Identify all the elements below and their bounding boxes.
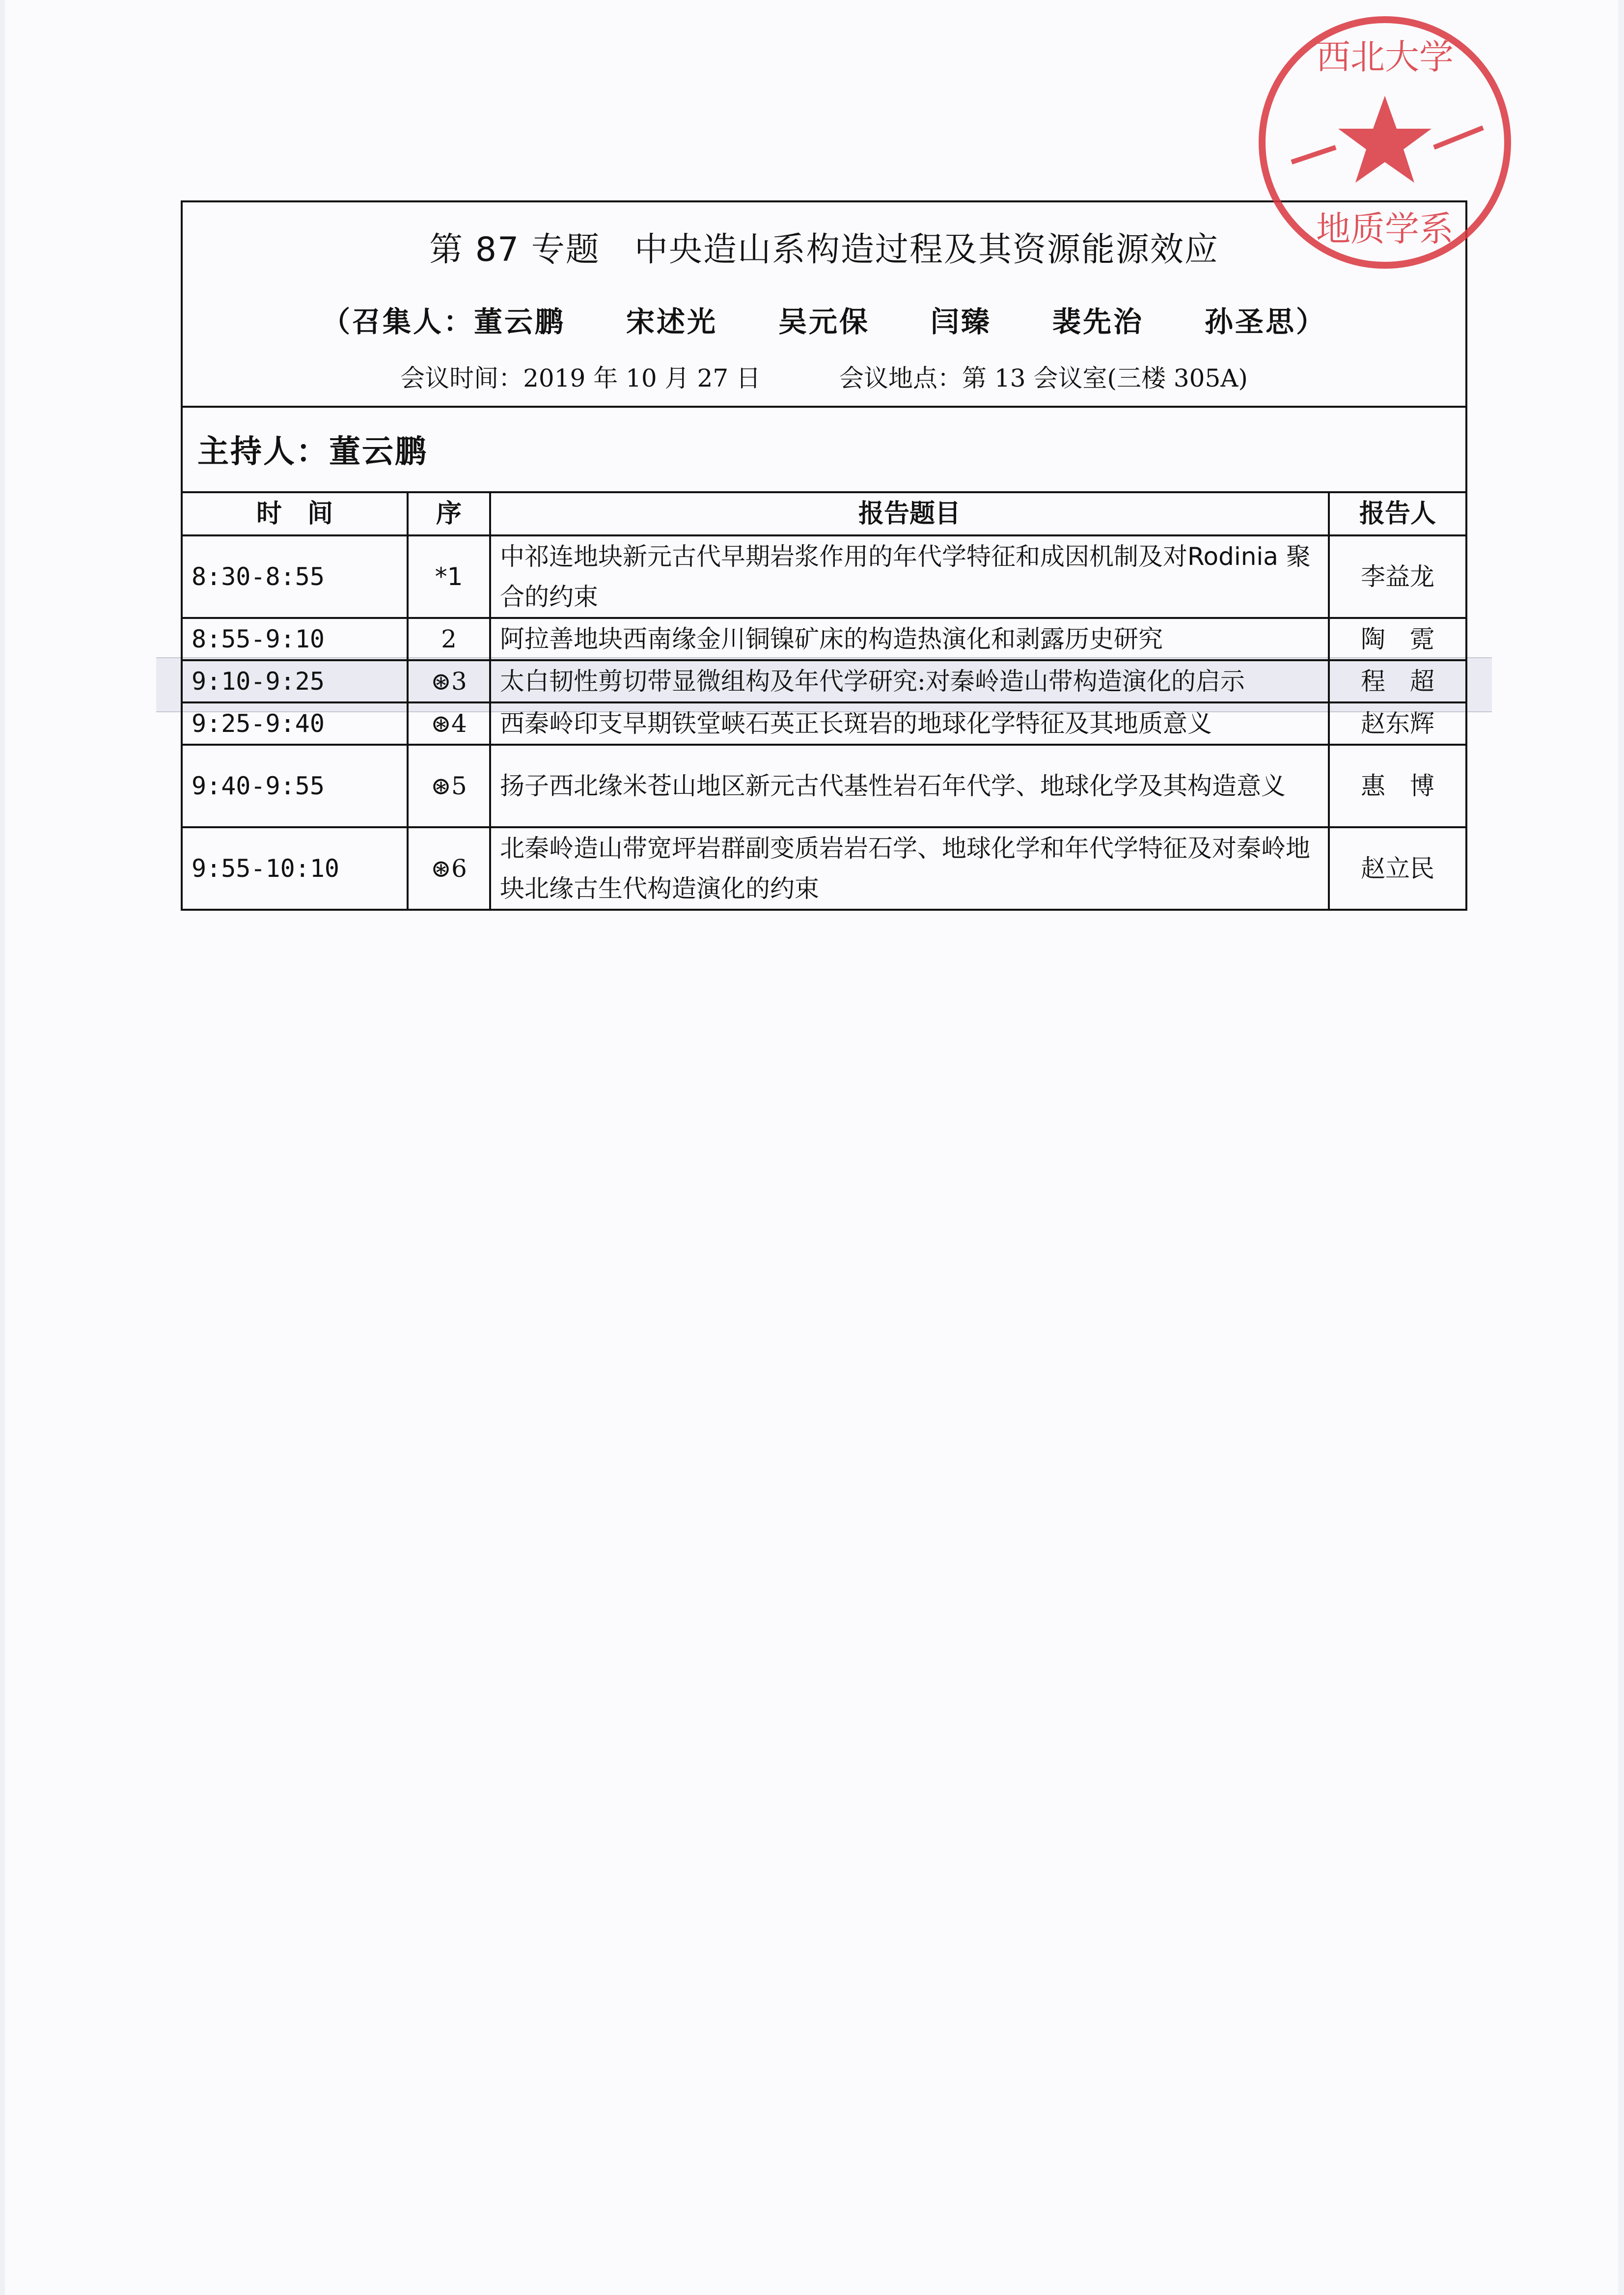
row-seq: ⊛3 bbox=[408, 660, 490, 702]
header-title: 报告题目 bbox=[490, 492, 1329, 535]
scan-edge-right bbox=[1618, 0, 1624, 2295]
seal-stroke-left bbox=[1292, 147, 1336, 162]
row-time: 9:25-9:40 bbox=[182, 702, 408, 745]
table-row bbox=[182, 618, 1466, 660]
row-time: 9:40-9:55 bbox=[182, 745, 408, 827]
host-section bbox=[181, 406, 1467, 493]
scan-edge-left bbox=[0, 0, 5, 2295]
meeting-venue: 会议地点：第 13 会议室(三楼 305A) bbox=[839, 364, 1248, 392]
row-time: 9:10-9:25 bbox=[182, 660, 408, 702]
seal-star-icon bbox=[1338, 96, 1431, 183]
row-speaker: 赵东辉 bbox=[1329, 702, 1466, 745]
table-row bbox=[182, 827, 1466, 910]
seal-text-top: 西北大学 bbox=[1316, 37, 1454, 77]
row-seq: ⊛4 bbox=[408, 702, 490, 745]
row-seq: ⊛6 bbox=[408, 827, 490, 910]
row-time: 9:55-10:10 bbox=[182, 827, 408, 910]
conveners-line: （召集人：董云鹏 宋述光 吴元保 闫臻 裴先治 孙圣思） bbox=[321, 305, 1326, 338]
header-seq: 序 bbox=[408, 492, 490, 535]
row-seq: ⊛5 bbox=[408, 745, 490, 827]
seal-text-bottom: 地质学系 bbox=[1316, 209, 1454, 249]
table-row bbox=[182, 702, 1466, 745]
row-time: 8:55-9:10 bbox=[182, 618, 408, 660]
table-row bbox=[182, 660, 1466, 702]
header-speaker: 报告人 bbox=[1329, 492, 1466, 535]
row-seq: *1 bbox=[408, 535, 490, 618]
host-label: 主持人：董云鹏 bbox=[197, 433, 428, 470]
row-speaker: 程 超 bbox=[1329, 660, 1466, 702]
row-speaker: 李益龙 bbox=[1329, 535, 1466, 618]
row-speaker: 赵立民 bbox=[1329, 827, 1466, 910]
row-seq: 2 bbox=[408, 618, 490, 660]
schedule-table bbox=[181, 491, 1467, 911]
row-title: 中祁连地块新元古代早期岩浆作用的年代学特征和成因机制及对Rodinia 聚合的约束 bbox=[490, 535, 1329, 618]
session-title: 第 87 专题 中央造山系构造过程及其资源能源效应 bbox=[429, 230, 1219, 269]
meeting-info bbox=[183, 359, 1465, 394]
row-title: 太白韧性剪切带显微组构及年代学研究:对秦岭造山带构造演化的启示 bbox=[490, 660, 1329, 702]
row-title: 北秦岭造山带宽坪岩群副变质岩岩石学、地球化学和年代学特征及对秦岭地块北缘古生代构造演化的约束 bbox=[490, 827, 1329, 910]
row-title: 西秦岭印支早期铁堂峡石英正长斑岩的地球化学特征及其地质意义 bbox=[490, 702, 1329, 745]
row-speaker: 陶 霓 bbox=[1329, 618, 1466, 660]
row-speaker: 惠 博 bbox=[1329, 745, 1466, 827]
row-title: 阿拉善地块西南缘金川铜镍矿床的构造热演化和剥露历史研究 bbox=[490, 618, 1329, 660]
seal-stroke-right bbox=[1434, 128, 1483, 147]
official-seal bbox=[1238, 0, 1542, 275]
meeting-time: 会议时间：2019 年 10 月 27 日 bbox=[400, 364, 761, 392]
row-title: 扬子西北缘米苍山地区新元古代基性岩石年代学、地球化学及其构造意义 bbox=[490, 745, 1329, 827]
seal-stamp bbox=[1262, 20, 1508, 265]
table-row bbox=[182, 745, 1466, 827]
table-header-row bbox=[182, 492, 1466, 535]
header-time: 时 间 bbox=[182, 492, 408, 535]
table-row bbox=[182, 535, 1466, 618]
row-time: 8:30-8:55 bbox=[182, 535, 408, 618]
